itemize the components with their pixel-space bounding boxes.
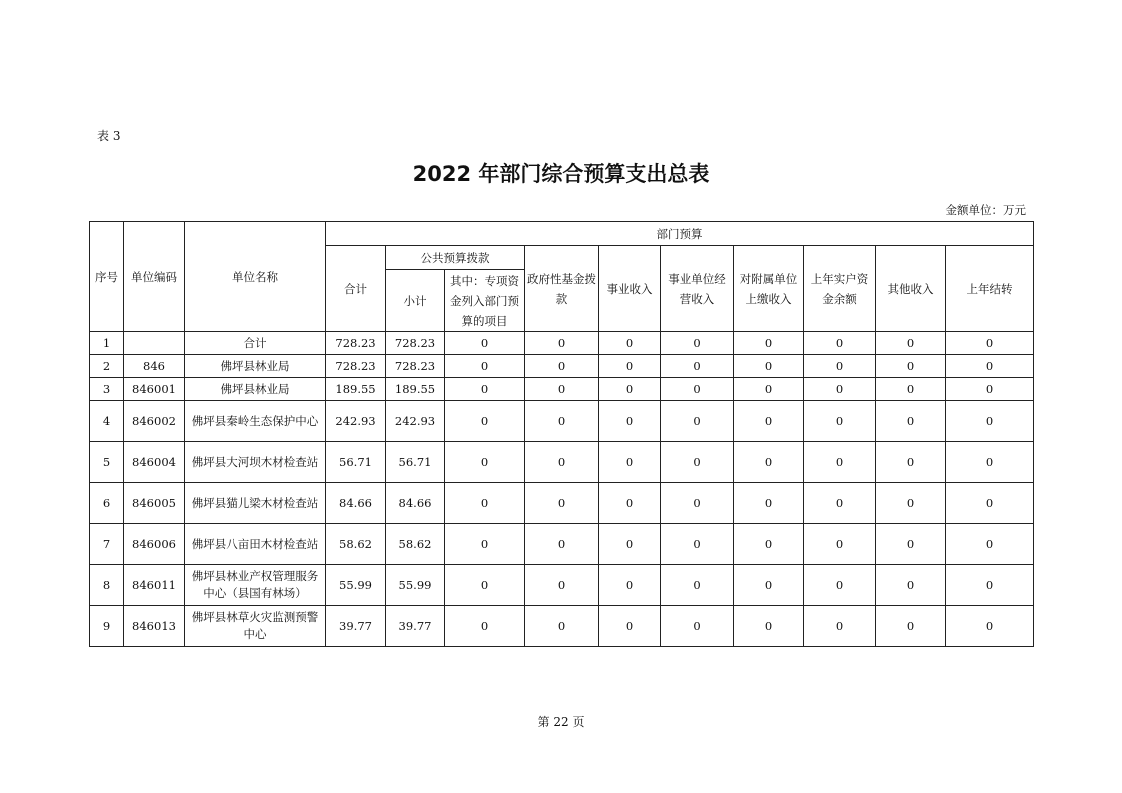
- header-dept-budget: 部门预算: [326, 222, 1034, 246]
- cell-biz-income: 0: [661, 565, 734, 606]
- table-row: [90, 565, 1034, 606]
- cell-career-income: 0: [599, 442, 661, 483]
- cell-subordinate: 0: [734, 442, 804, 483]
- budget-expenditure-table: [89, 221, 1034, 647]
- cell-code: 846006: [124, 524, 185, 565]
- header-special-funds: 其中：专项资金列入部门预算的项目: [445, 270, 525, 332]
- cell-name: 佛坪县林业产权管理服务中心（县国有林场）: [185, 565, 326, 606]
- cell-career-income: 0: [599, 565, 661, 606]
- cell-biz-income: 0: [661, 483, 734, 524]
- cell-subtotal: 84.66: [386, 483, 445, 524]
- cell-code: 846011: [124, 565, 185, 606]
- cell-biz-income: 0: [661, 442, 734, 483]
- header-last-year-balance: 上年实户资金余额: [804, 246, 876, 332]
- header-seq: 序号: [90, 222, 124, 332]
- cell-code: 846005: [124, 483, 185, 524]
- cell-career-income: 0: [599, 606, 661, 647]
- cell-last-year-balance: 0: [804, 524, 876, 565]
- cell-last-year-carry: 0: [946, 355, 1034, 378]
- cell-subordinate: 0: [734, 332, 804, 355]
- table-row: [90, 483, 1034, 524]
- cell-total: 242.93: [326, 401, 386, 442]
- cell-last-year-balance: 0: [804, 483, 876, 524]
- table-row: [90, 524, 1034, 565]
- cell-last-year-balance: 0: [804, 442, 876, 483]
- cell-gov-fund: 0: [525, 332, 599, 355]
- cell-total: 728.23: [326, 355, 386, 378]
- cell-last-year-carry: 0: [946, 483, 1034, 524]
- cell-last-year-balance: 0: [804, 565, 876, 606]
- cell-gov-fund: 0: [525, 565, 599, 606]
- cell-seq: 5: [90, 442, 124, 483]
- cell-subtotal: 55.99: [386, 565, 445, 606]
- cell-special: 0: [445, 483, 525, 524]
- cell-special: 0: [445, 355, 525, 378]
- cell-gov-fund: 0: [525, 378, 599, 401]
- cell-seq: 1: [90, 332, 124, 355]
- cell-last-year-balance: 0: [804, 378, 876, 401]
- cell-subordinate: 0: [734, 401, 804, 442]
- cell-career-income: 0: [599, 332, 661, 355]
- cell-subtotal: 56.71: [386, 442, 445, 483]
- cell-special: 0: [445, 524, 525, 565]
- table-row: [90, 401, 1034, 442]
- cell-career-income: 0: [599, 401, 661, 442]
- cell-name: 佛坪县林业局: [185, 378, 326, 401]
- cell-code: 846013: [124, 606, 185, 647]
- cell-last-year-carry: 0: [946, 378, 1034, 401]
- cell-seq: 8: [90, 565, 124, 606]
- cell-seq: 6: [90, 483, 124, 524]
- cell-gov-fund: 0: [525, 483, 599, 524]
- cell-last-year-carry: 0: [946, 524, 1034, 565]
- cell-career-income: 0: [599, 378, 661, 401]
- cell-other-income: 0: [876, 401, 946, 442]
- page-number: 第 22 页: [537, 715, 585, 729]
- cell-biz-income: 0: [661, 606, 734, 647]
- cell-gov-fund: 0: [525, 355, 599, 378]
- cell-subtotal: 728.23: [386, 355, 445, 378]
- cell-other-income: 0: [876, 606, 946, 647]
- cell-last-year-balance: 0: [804, 606, 876, 647]
- table-row: [90, 606, 1034, 647]
- cell-seq: 7: [90, 524, 124, 565]
- cell-subordinate: 0: [734, 378, 804, 401]
- cell-subordinate: 0: [734, 606, 804, 647]
- cell-other-income: 0: [876, 442, 946, 483]
- cell-total: 58.62: [326, 524, 386, 565]
- header-biz-income: 事业单位经营收入: [661, 246, 734, 332]
- cell-name: 佛坪县大河坝木材检查站: [185, 442, 326, 483]
- table-row: [90, 378, 1034, 401]
- header-last-year-carry: 上年结转: [946, 246, 1034, 332]
- cell-gov-fund: 0: [525, 524, 599, 565]
- amount-unit-label: 金额单位：万元: [945, 203, 1026, 217]
- page-title: 2022 年部门综合预算支出总表: [412, 162, 710, 186]
- cell-name: 佛坪县秦岭生态保护中心: [185, 401, 326, 442]
- cell-other-income: 0: [876, 332, 946, 355]
- cell-subtotal: 58.62: [386, 524, 445, 565]
- cell-subtotal: 242.93: [386, 401, 445, 442]
- cell-name: 佛坪县猫儿梁木材检查站: [185, 483, 326, 524]
- cell-last-year-carry: 0: [946, 565, 1034, 606]
- table-body: [90, 332, 1034, 647]
- cell-special: 0: [445, 332, 525, 355]
- header-career-income: 事业收入: [599, 246, 661, 332]
- cell-last-year-carry: 0: [946, 401, 1034, 442]
- cell-career-income: 0: [599, 355, 661, 378]
- cell-subordinate: 0: [734, 524, 804, 565]
- cell-subordinate: 0: [734, 565, 804, 606]
- cell-last-year-balance: 0: [804, 355, 876, 378]
- header-code: 单位编码: [124, 222, 185, 332]
- cell-seq: 3: [90, 378, 124, 401]
- header-subtotal: 小计: [386, 270, 445, 332]
- cell-seq: 2: [90, 355, 124, 378]
- cell-other-income: 0: [876, 524, 946, 565]
- cell-total: 55.99: [326, 565, 386, 606]
- cell-other-income: 0: [876, 565, 946, 606]
- cell-code: [124, 332, 185, 355]
- cell-other-income: 0: [876, 378, 946, 401]
- cell-last-year-carry: 0: [946, 442, 1034, 483]
- cell-career-income: 0: [599, 524, 661, 565]
- cell-other-income: 0: [876, 355, 946, 378]
- header-name: 单位名称: [185, 222, 326, 332]
- header-public-budget: 公共预算拨款: [386, 246, 525, 270]
- cell-last-year-carry: 0: [946, 606, 1034, 647]
- header-gov-fund: 政府性基金拨款: [525, 246, 599, 332]
- cell-gov-fund: 0: [525, 606, 599, 647]
- table-number-label: 表 3: [97, 129, 121, 143]
- cell-special: 0: [445, 442, 525, 483]
- cell-career-income: 0: [599, 483, 661, 524]
- cell-code: 846001: [124, 378, 185, 401]
- cell-code: 846002: [124, 401, 185, 442]
- cell-subtotal: 39.77: [386, 606, 445, 647]
- cell-total: 84.66: [326, 483, 386, 524]
- cell-last-year-balance: 0: [804, 332, 876, 355]
- cell-biz-income: 0: [661, 332, 734, 355]
- cell-total: 189.55: [326, 378, 386, 401]
- cell-biz-income: 0: [661, 524, 734, 565]
- cell-total: 39.77: [326, 606, 386, 647]
- cell-name: 佛坪县林草火灾监测预警中心: [185, 606, 326, 647]
- cell-total: 56.71: [326, 442, 386, 483]
- cell-subordinate: 0: [734, 355, 804, 378]
- cell-subtotal: 728.23: [386, 332, 445, 355]
- cell-name: 佛坪县林业局: [185, 355, 326, 378]
- cell-gov-fund: 0: [525, 401, 599, 442]
- cell-subtotal: 189.55: [386, 378, 445, 401]
- cell-special: 0: [445, 378, 525, 401]
- cell-name: 合计: [185, 332, 326, 355]
- table-row: [90, 332, 1034, 355]
- cell-subordinate: 0: [734, 483, 804, 524]
- cell-gov-fund: 0: [525, 442, 599, 483]
- header-subordinate: 对附属单位上缴收入: [734, 246, 804, 332]
- cell-other-income: 0: [876, 483, 946, 524]
- cell-last-year-balance: 0: [804, 401, 876, 442]
- cell-biz-income: 0: [661, 378, 734, 401]
- cell-last-year-carry: 0: [946, 332, 1034, 355]
- table-row: [90, 355, 1034, 378]
- header-total: 合计: [326, 246, 386, 332]
- cell-special: 0: [445, 606, 525, 647]
- cell-seq: 9: [90, 606, 124, 647]
- cell-code: 846004: [124, 442, 185, 483]
- cell-code: 846: [124, 355, 185, 378]
- cell-total: 728.23: [326, 332, 386, 355]
- cell-special: 0: [445, 565, 525, 606]
- header-other-income: 其他收入: [876, 246, 946, 332]
- table-header: [90, 222, 1034, 332]
- cell-special: 0: [445, 401, 525, 442]
- table-row: [90, 442, 1034, 483]
- cell-name: 佛坪县八亩田木材检查站: [185, 524, 326, 565]
- cell-biz-income: 0: [661, 355, 734, 378]
- cell-biz-income: 0: [661, 401, 734, 442]
- cell-seq: 4: [90, 401, 124, 442]
